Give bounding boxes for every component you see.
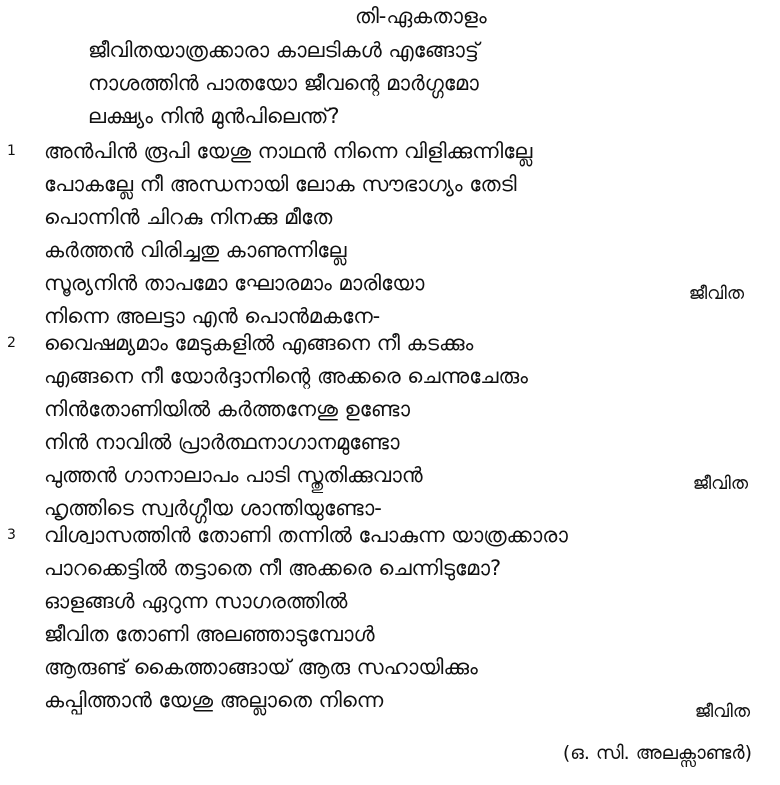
- chorus-line: ജീവിതയാത്രക്കാരാ കാലടികൾ എങ്ങോട്ട്: [88, 38, 479, 62]
- stanza-line: നിന്നെ അലട്ടാ എൻ പൊൻമകനേ-: [44, 304, 381, 328]
- stanza-line: എങ്ങനെ നീ യോർദ്ദാനിന്റെ അക്കരെ ചെന്നുചേരും: [44, 364, 528, 388]
- stanza-lines: [44, 327, 528, 525]
- refrain-cue: ജീവിത: [692, 473, 748, 494]
- stanza-line: നിൻതോണിയിൽ കർത്തനേശു ഉണ്ടോ: [44, 397, 410, 421]
- stanza-number: 3: [7, 527, 16, 543]
- stanza-line: വിശ്വാസത്തിൻ തോണി തന്നിൽ പോകുന്ന യാത്രക്കാരാ: [44, 523, 568, 547]
- stanza-line: പാറക്കെട്ടിൽ തട്ടാതെ നീ അക്കരെ ചെന്നിടുമോ?: [44, 556, 502, 580]
- refrain-cue: ജീവിത: [688, 283, 744, 304]
- stanza-line: പുത്തൻ ഗാനാലാപം പാടി സ്തുതിക്കുവാൻ: [44, 463, 423, 487]
- stanza-line: പോകല്ലേ നീ അന്ധനായി ലോക സൗഭാഗ്യം തേടി: [44, 172, 517, 196]
- refrain-cue: ജീവിത: [694, 701, 750, 722]
- author-credit: (ഒ. സി. അലക്സാണ്ടർ): [562, 742, 752, 764]
- stanza-line: അൻപിൻ രൂപി യേശു നാഥൻ നിന്നെ വിളിക്കുന്നില്ലേ: [44, 139, 533, 163]
- chorus-line: നാശത്തിൻ പാതയോ ജീവന്റെ മാർഗ്ഗമോ: [88, 71, 479, 95]
- stanza-line: വൈഷമ്യമാം മേടുകളിൽ എങ്ങനെ നീ കടക്കും: [44, 331, 474, 355]
- stanza-line: പൊന്നിൻ ചിറകു നിനക്കു മീതേ: [44, 205, 333, 229]
- stanza-line: ഓളങ്ങൾ ഏറുന്ന സാഗരത്തിൽ: [44, 589, 348, 613]
- stanza-lines: [44, 519, 568, 717]
- stanza-line: ജീവിത തോണി അലഞ്ഞാടുമ്പോൾ: [44, 622, 375, 646]
- stanza-line: ഹൃത്തിടെ സ്വർഗ്ഗീയ ശാന്തിയുണ്ടോ-: [44, 496, 382, 520]
- tala-heading: തി-ഏകതാളം: [355, 4, 487, 28]
- stanza-number: 2: [7, 335, 16, 351]
- stanza-lines: [44, 135, 532, 333]
- stanza-number: 1: [7, 143, 16, 159]
- chorus: [88, 34, 479, 133]
- stanza-line: കപ്പിത്താൻ യേശു അല്ലാതെ നിന്നെ: [44, 688, 384, 712]
- stanza-line: നിൻ നാവിൽ പ്രാർത്ഥനാഗാനമുണ്ടോ: [44, 430, 400, 454]
- chorus-line: ലക്ഷ്യം നിൻ മുൻപിലെന്ത്?: [88, 104, 340, 128]
- stanza-line: കർത്തൻ വിരിച്ചതു കാണുന്നില്ലേ: [44, 238, 347, 262]
- stanza-line: സൂര്യനിൻ താപമോ ഘോരമാം മാരിയോ: [44, 271, 425, 295]
- stanza-line: ആരുണ്ട് കൈത്താങ്ങായ് ആരു സഹായിക്കും: [44, 655, 478, 679]
